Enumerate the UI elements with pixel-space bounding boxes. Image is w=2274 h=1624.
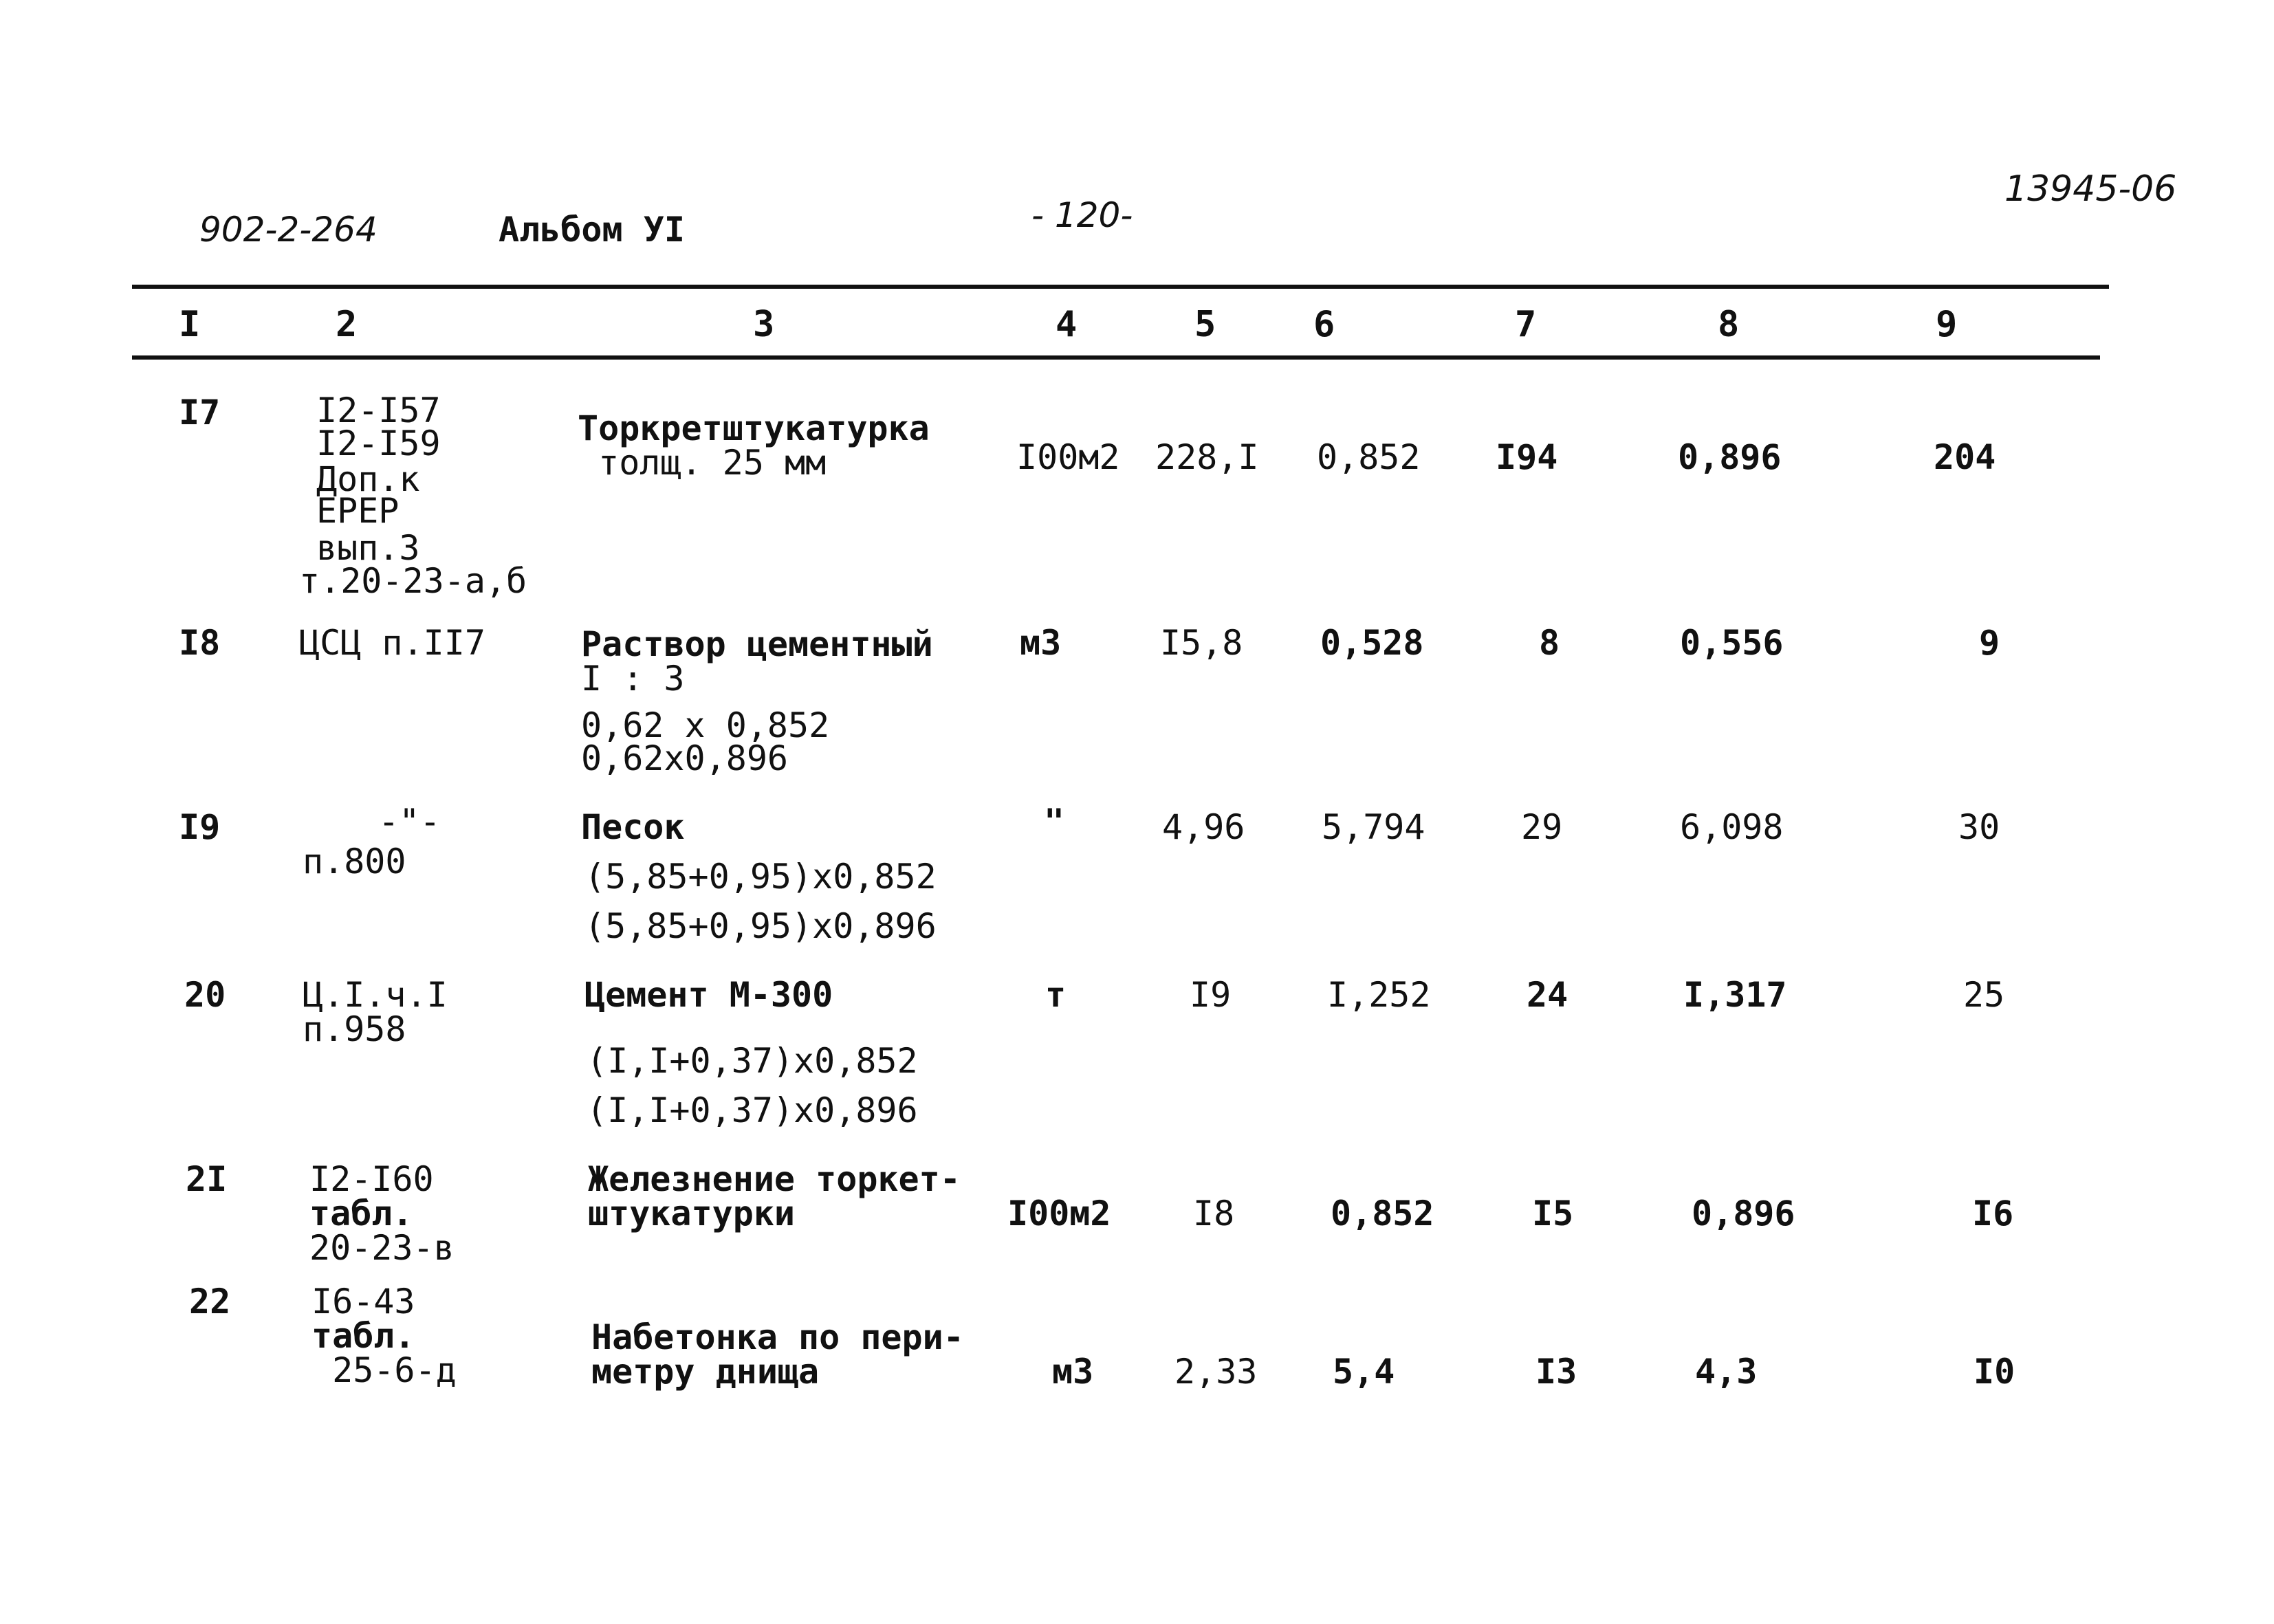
row-17-qty: 228,I	[1155, 437, 1259, 477]
row-17-code-2: I2-I59	[316, 424, 441, 463]
row-20-c9: 25	[1963, 975, 2005, 1015]
row-19-unit: "	[1044, 802, 1065, 842]
row-22-code-2: табл.	[311, 1316, 415, 1356]
row-20-c6: I,252	[1327, 975, 1431, 1015]
row-21-code-2: табл.	[309, 1194, 413, 1233]
row-17-code-4: ЕРЕР	[316, 491, 400, 531]
col-header-7: 7	[1515, 304, 1537, 345]
row-20-calc-1: (I,I+0,37)х0,852	[587, 1041, 918, 1081]
album-label: Альбом УI	[499, 210, 685, 250]
row-18-calc-1: 0,62 х 0,852	[581, 705, 830, 745]
row-21-code-3: 20-23-в	[309, 1228, 455, 1268]
row-20-unit: т	[1045, 975, 1067, 1015]
row-18-c6: 0,528	[1320, 623, 1424, 663]
col-header-4: 4	[1056, 304, 1078, 345]
row-17-code-5: вып.3	[316, 528, 420, 568]
row-22-name-1: Набетонка по пери-	[591, 1317, 964, 1357]
row-22-num: 22	[189, 1282, 231, 1321]
row-20-code-2: п.958	[303, 1009, 406, 1049]
stamp-number: 13945-06	[2004, 168, 2177, 210]
row-17-code-6: т.20-23-а,б	[299, 561, 527, 601]
row-21-qty: I8	[1193, 1194, 1235, 1233]
row-21-c7: I5	[1532, 1194, 1574, 1233]
row-19-c6: 5,794	[1322, 807, 1425, 847]
row-21-unit: I00м2	[1007, 1194, 1111, 1233]
col-header-6: 6	[1313, 304, 1335, 345]
doc-code: 902-2-264	[199, 210, 378, 250]
row-18-name-2: I : 3	[581, 659, 685, 699]
row-17-c8: 0,896	[1678, 437, 1782, 477]
row-17-unit: I00м2	[1016, 437, 1120, 477]
row-18-code-1: ЦСЦ п.II7	[299, 623, 485, 663]
row-20-code-1: Ц.I.ч.I	[303, 975, 448, 1015]
row-19-qty: 4,96	[1162, 807, 1245, 847]
top-rule	[132, 285, 2109, 289]
row-19-code-2: п.800	[303, 842, 406, 881]
row-18-qty: I5,8	[1160, 623, 1243, 663]
row-22-c8: 4,3	[1695, 1352, 1758, 1392]
row-18-c9: 9	[1979, 623, 2000, 663]
row-19-c9: 30	[1958, 807, 2000, 847]
row-18-c7: 8	[1539, 623, 1560, 663]
col-header-1: I	[179, 304, 201, 345]
row-21-c8: 0,896	[1692, 1194, 1795, 1233]
row-21-name-2: штукатурки	[588, 1194, 796, 1233]
row-18-unit: м3	[1020, 623, 1062, 663]
row-21-code-1: I2-I60	[309, 1159, 434, 1199]
row-22-unit: м3	[1052, 1352, 1094, 1392]
row-17-num: I7	[179, 393, 221, 432]
row-20-c7: 24	[1527, 975, 1568, 1015]
row-22-c6: 5,4	[1333, 1352, 1395, 1392]
row-20-name-1: Цемент М-300	[584, 975, 833, 1015]
row-19-num: I9	[179, 807, 221, 847]
col-header-5: 5	[1194, 304, 1216, 345]
row-22-c7: I3	[1535, 1352, 1577, 1392]
row-20-calc-2: (I,I+0,37)х0,896	[587, 1090, 918, 1130]
row-19-calc-1: (5,85+0,95)х0,852	[584, 857, 937, 897]
row-19-name-1: Песок	[581, 807, 685, 847]
row-19-code-1: -"-	[337, 802, 441, 842]
row-21-c6: 0,852	[1331, 1194, 1434, 1233]
page-number: - 120-	[1031, 195, 1133, 235]
row-17-code-1: I2-I57	[316, 391, 441, 430]
row-22-code-1: I6-43	[311, 1282, 415, 1321]
row-22-name-2: метру днища	[591, 1352, 820, 1392]
row-20-num: 20	[184, 975, 226, 1015]
row-17-c6: 0,852	[1317, 437, 1421, 477]
row-17-name-1: Торкретштукатурка	[578, 408, 930, 448]
row-21-num: 2I	[186, 1159, 228, 1199]
row-18-calc-2: 0,62х0,896	[581, 738, 789, 778]
row-19-c7: 29	[1521, 807, 1563, 847]
row-17-c9: 204	[1934, 437, 1996, 477]
row-22-c9: I0	[1974, 1352, 2015, 1392]
row-20-c8: I,317	[1683, 975, 1787, 1015]
row-19-calc-2: (5,85+0,95)х0,896	[584, 906, 937, 946]
row-17-code-3: Доп.к	[316, 459, 420, 499]
col-header-9: 9	[1936, 304, 1958, 345]
col-header-8: 8	[1718, 304, 1740, 345]
row-18-c8: 0,556	[1680, 623, 1784, 663]
row-21-name-1: Железнение торкет-	[588, 1159, 961, 1199]
row-19-c8: 6,098	[1680, 807, 1784, 847]
row-17-name-2: толщ. 25 мм	[578, 443, 827, 483]
row-21-c9: I6	[1972, 1194, 2014, 1233]
row-22-qty: 2,33	[1174, 1352, 1258, 1392]
col-header-2: 2	[336, 304, 358, 345]
row-18-name-1: Раствор цементный	[581, 624, 933, 664]
row-17-c7: I94	[1496, 437, 1558, 477]
col-header-3: 3	[753, 304, 775, 345]
header-rule	[132, 355, 2100, 360]
row-18-num: I8	[179, 623, 221, 663]
row-22-code-3: 25-6-д	[311, 1350, 457, 1390]
row-20-qty: I9	[1190, 975, 1232, 1015]
